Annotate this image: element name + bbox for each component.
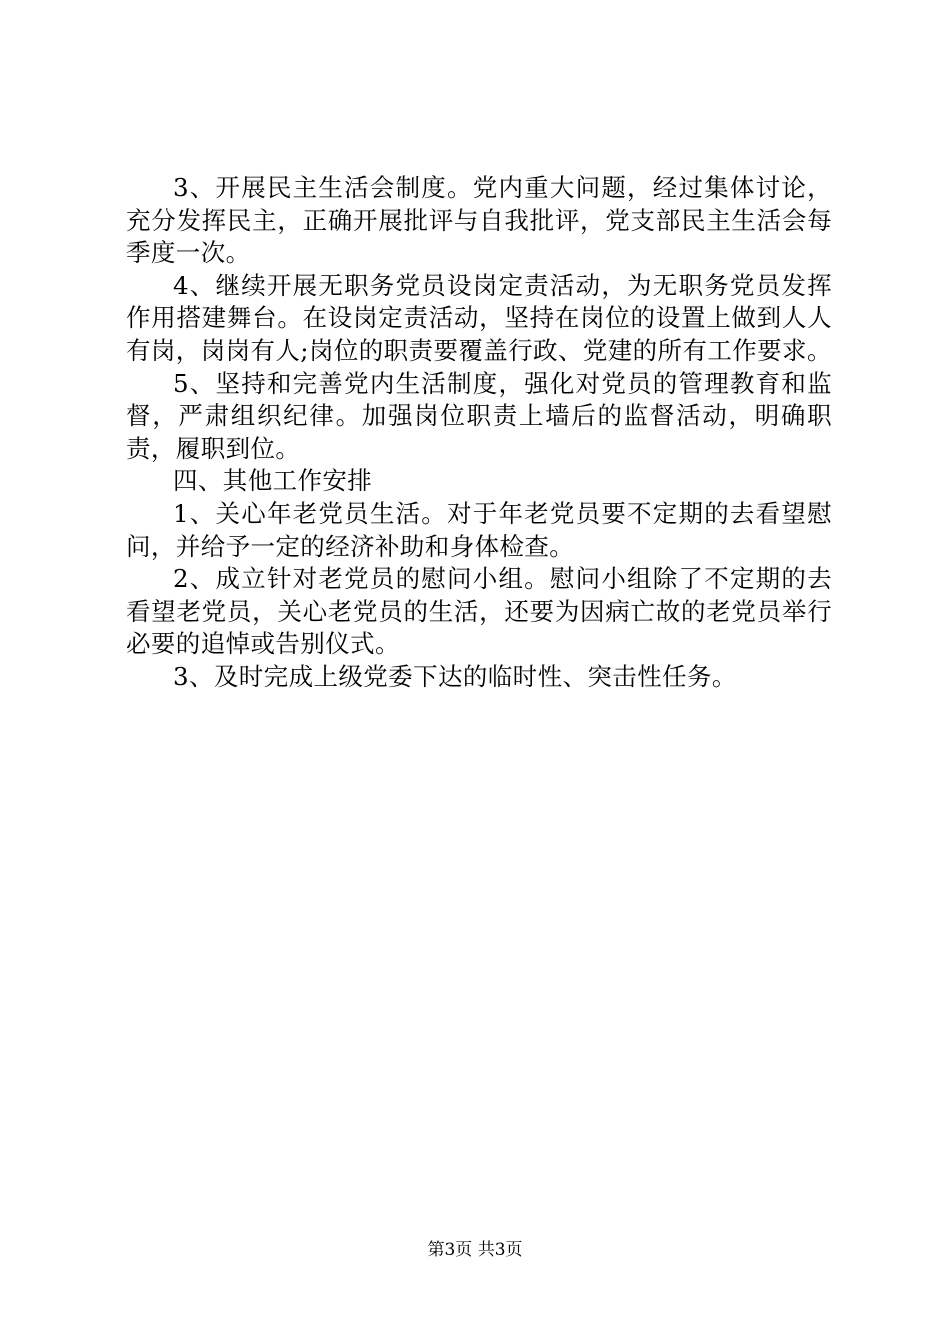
document-body [126, 172, 832, 694]
section-heading-other-arrangements: 四、其他工作安排 [173, 466, 373, 496]
paragraph-item-4-posts-duties: 4、继续开展无职务党员设岗定责活动，为无职务党员发挥作用搭建舞台。在设岗定责活动，坚持在岗位的设置上做到人人有岗，岗岗有人;岗位的职责要覆盖行政、党建的所有工作要求。 [126, 270, 832, 365]
page-number-footer: 第3页 共3页 [427, 1240, 523, 1260]
paragraph-item-2-condolence-group: 2、成立针对老党员的慰问小组。慰问小组除了不定期的去看望老党员，关心老党员的生活，还要为因病亡故的老党员举行必要的追悼或告别仪式。 [126, 564, 832, 659]
paragraph-item-3-temporary-tasks: 3、及时完成上级党委下达的临时性、突击性任务。 [173, 661, 737, 691]
paragraph-item-5-party-life-system: 5、坚持和完善党内生活制度，强化对党员的管理教育和监督，严肃组织纪律。加强岗位职责上墙后的监督活动，明确职责，履职到位。 [126, 368, 832, 463]
paragraph-item-3-democratic-life: 3、开展民主生活会制度。党内重大问题，经过集体讨论，充分发挥民主，正确开展批评与自我批评，党支部民主生活会每季度一次。 [126, 173, 832, 268]
paragraph-item-1-elderly-members: 1、关心年老党员生活。对于年老党员要不定期的去看望慰问，并给予一定的经济补助和身体检查。 [126, 498, 832, 561]
